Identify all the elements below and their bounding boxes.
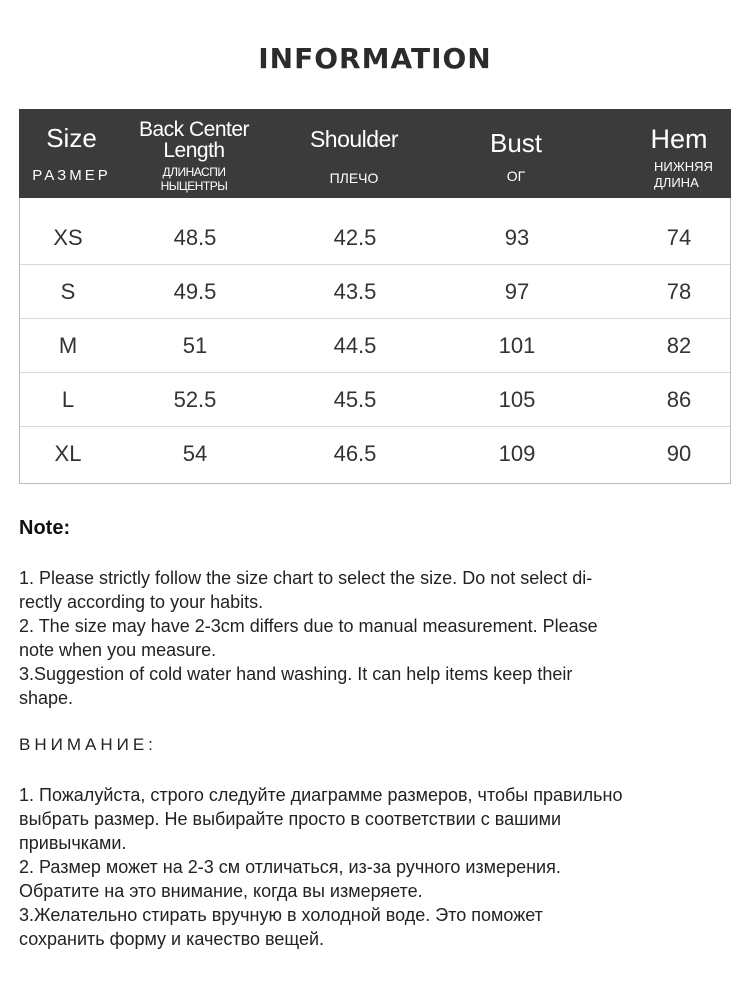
attention-item: 3.Желательно стирать вручную в холодной воде. Это поможет сохранить форму и качество вещей. [19, 905, 543, 949]
attention-item: 2. Размер может на 2-3 см отличаться, из-за ручного измерения. Обратите на это внимание, когда вы измеряете. [19, 857, 561, 901]
cell-size: XS [53, 225, 83, 250]
note-item: 1. Please strictly follow the size chart to select the size. Do not select di- rectly according to your habits. [19, 568, 593, 612]
table-row [20, 427, 730, 481]
table-row [20, 373, 730, 427]
cell-hem: 74 [666, 225, 692, 250]
cell-shoulder: 43.5 [333, 279, 377, 304]
note-heading: Note: [19, 517, 71, 539]
header-back-center-length-label: Back Center Length [138, 118, 250, 162]
cell-back-center-length: 52.5 [173, 387, 217, 412]
cell-shoulder: 45.5 [333, 387, 377, 412]
header-size-label: Size [46, 123, 97, 153]
size-chart-table [19, 109, 731, 484]
cell-back-center-length: 48.5 [173, 225, 217, 250]
cell-back-center-length: 49.5 [173, 279, 217, 304]
cell-size: XL [54, 441, 82, 466]
cell-bust: 97 [504, 279, 530, 304]
header-hem-sublabel: НИЖНЯЯ ДЛИНА [654, 159, 713, 190]
table-row [20, 211, 730, 265]
attention-item: 1. Пожалуйста, строго следуйте диаграмме размеров, чтобы правильно выбрать размер. Не выбирайте просто в соответствии с вашими привычками. [19, 785, 623, 853]
header-shoulder-sublabel: ПЛЕЧО [329, 170, 379, 186]
header-hem [623, 109, 739, 198]
cell-bust: 109 [498, 441, 536, 466]
cell-size: L [61, 387, 75, 412]
cell-shoulder: 42.5 [333, 225, 377, 250]
note-list [19, 566, 719, 710]
cell-size: M [58, 333, 78, 358]
table-row [20, 319, 730, 373]
header-bust [446, 109, 586, 198]
note-item: 3.Suggestion of cold water hand washing. It can help items keep their shape. [19, 664, 573, 708]
cell-bust: 105 [498, 387, 536, 412]
cell-back-center-length: 54 [182, 441, 208, 466]
header-size-sublabel: РАЗМЕР [32, 167, 111, 184]
cell-hem: 78 [666, 279, 692, 304]
cell-back-center-length: 51 [182, 333, 208, 358]
note-item: 2. The size may have 2-3cm differs due to manual measurement. Please note when you measure. [19, 616, 598, 660]
cell-shoulder: 44.5 [333, 333, 377, 358]
header-bust-sublabel: ОГ [506, 168, 526, 184]
header-size [19, 109, 124, 198]
cell-hem: 86 [666, 387, 692, 412]
cell-bust: 93 [504, 225, 530, 250]
cell-hem: 82 [666, 333, 692, 358]
header-back-center-length-sublabel: ДЛИНАСПИ НЫЦЕНТРЫ [160, 165, 228, 193]
cell-shoulder: 46.5 [333, 441, 377, 466]
header-shoulder [284, 109, 424, 198]
page-title: INFORMATION [258, 42, 492, 75]
cell-size: S [60, 279, 76, 304]
attention-heading: ВНИМАНИЕ: [19, 735, 157, 754]
table-header [19, 109, 731, 198]
header-shoulder-label: Shoulder [309, 126, 399, 152]
table-row [20, 265, 730, 319]
cell-bust: 101 [498, 333, 536, 358]
header-bust-label: Bust [489, 128, 543, 158]
attention-list [19, 783, 731, 951]
header-hem-label: Hem [650, 124, 708, 154]
header-back-center-length [124, 109, 264, 198]
cell-hem: 90 [666, 441, 692, 466]
